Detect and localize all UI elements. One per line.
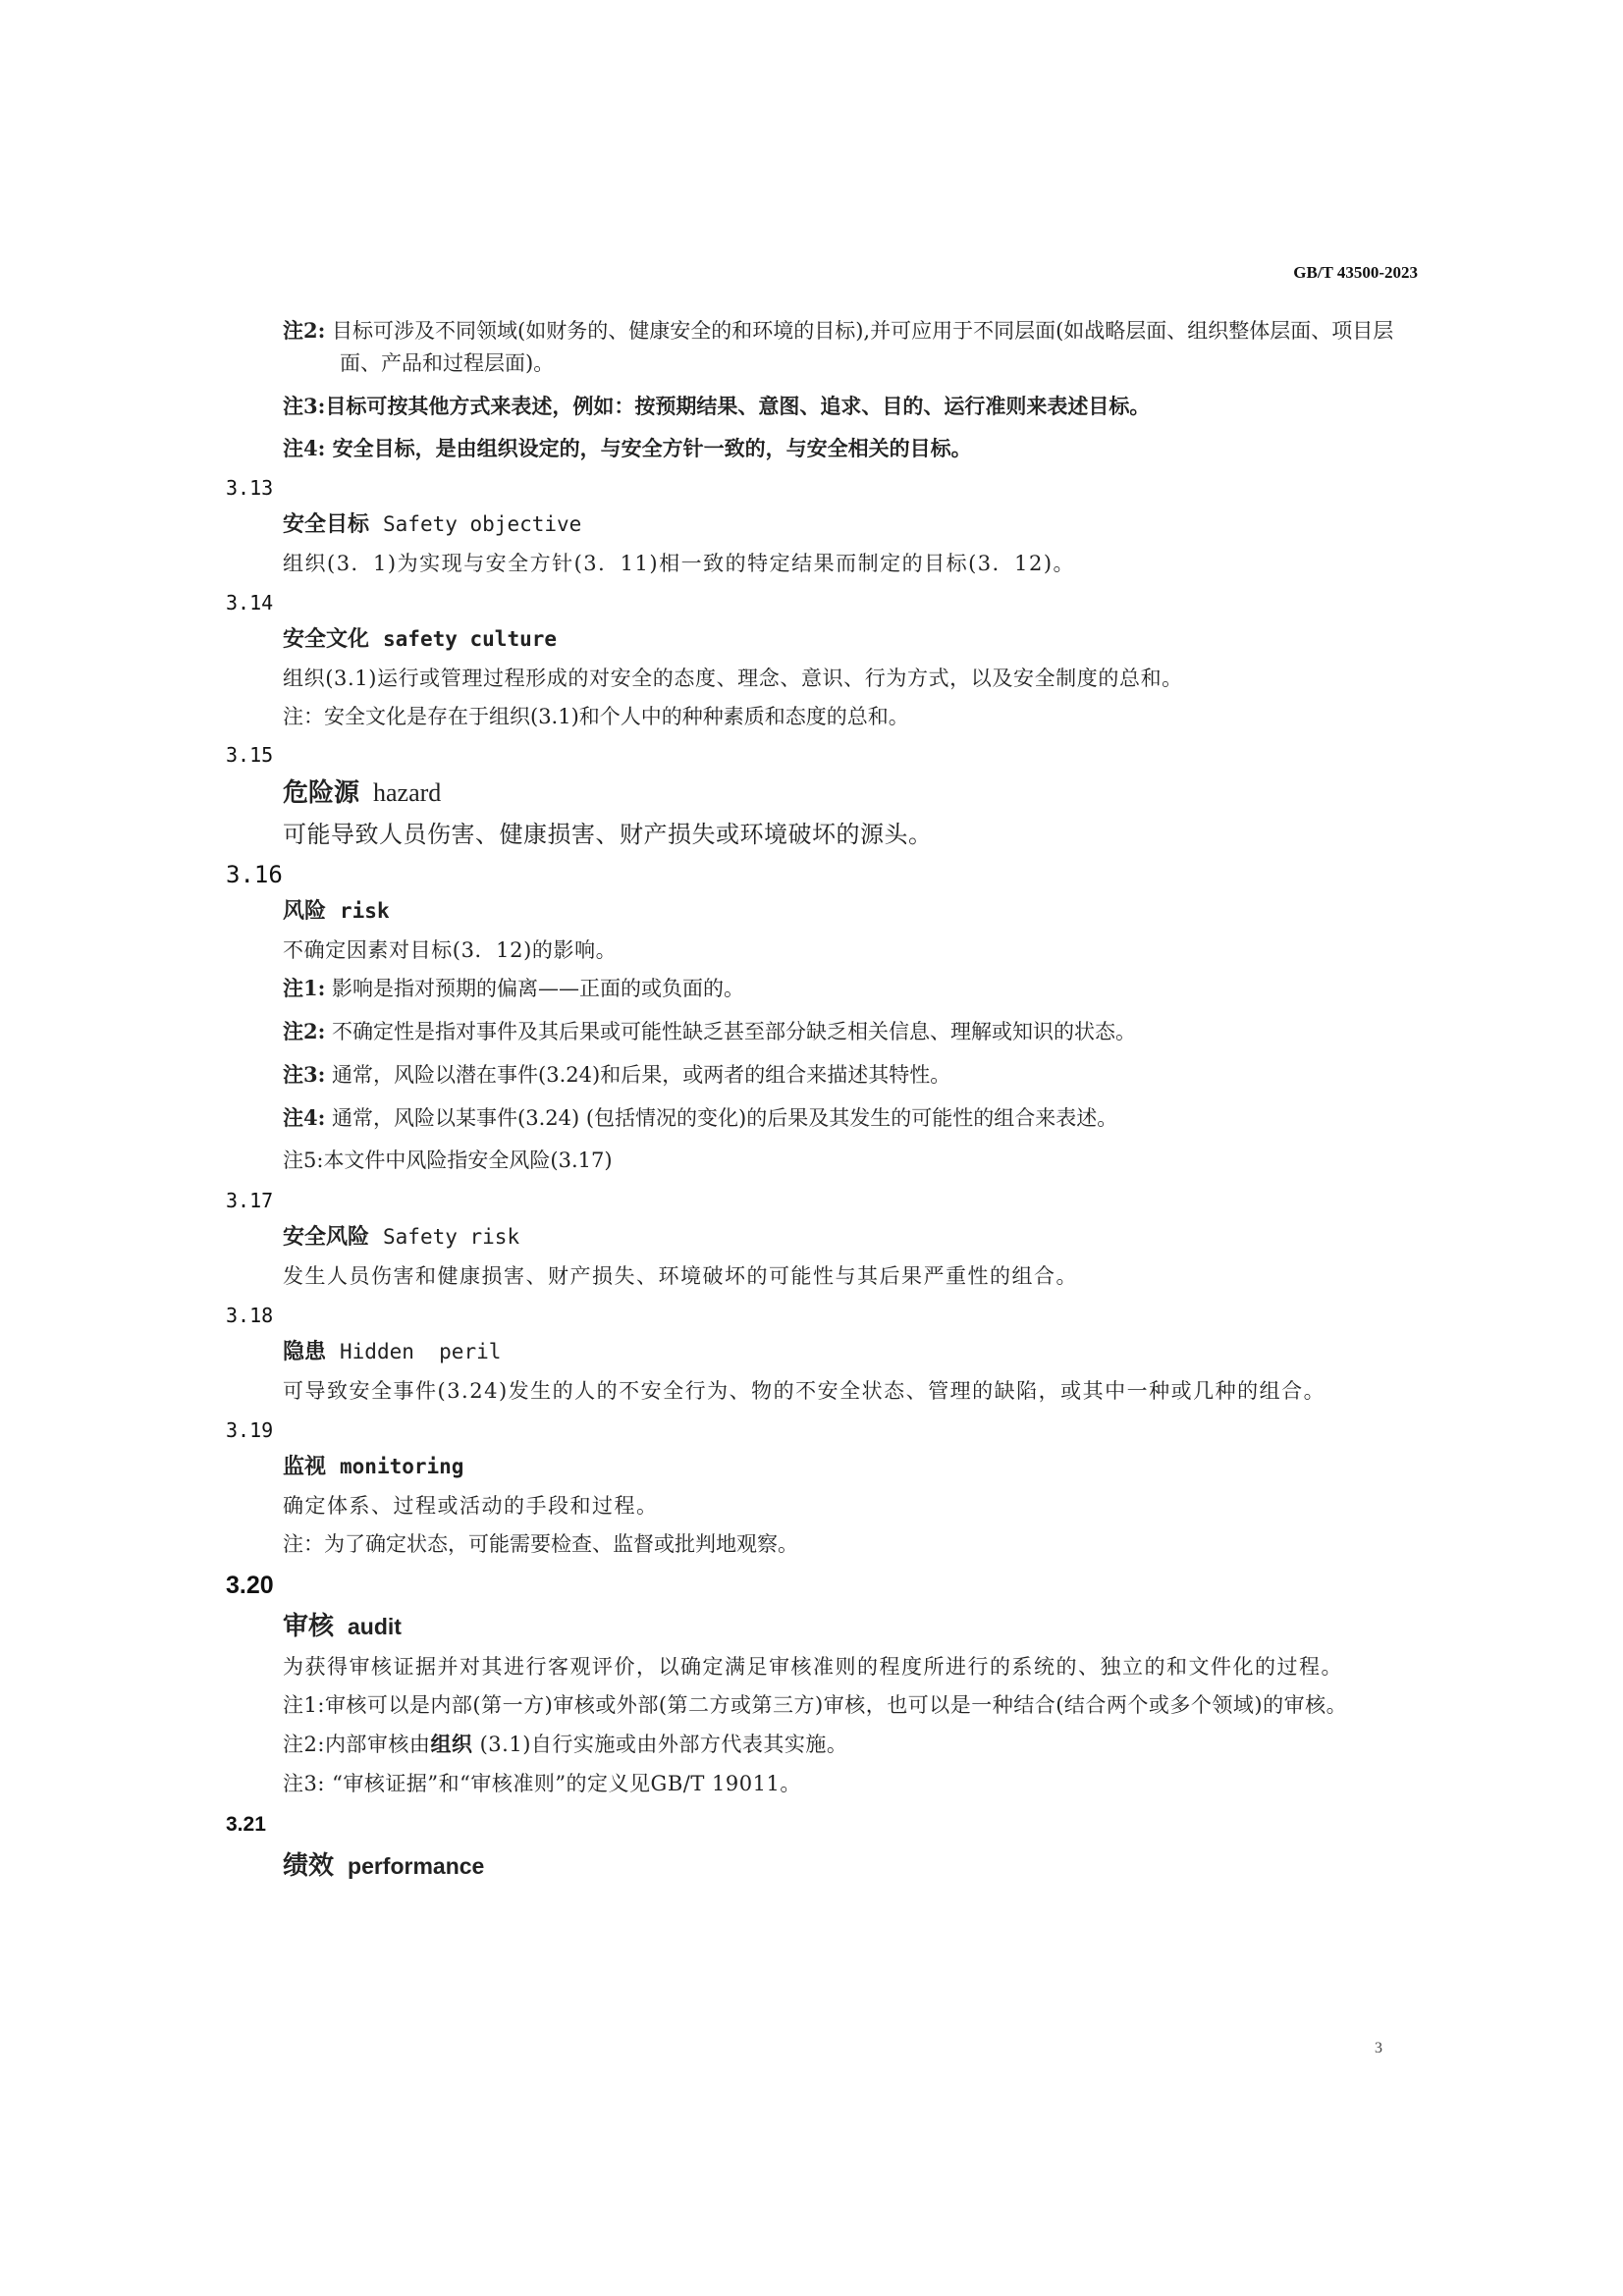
note-1-audit xyxy=(283,1688,1429,1722)
note-text: 安全目标，是由组织设定的，与安全方针一致的，与安全相关的目标。 xyxy=(325,436,972,460)
note-text: 目标可按其他方式来表述，例如：按预期结果、意图、追求、目的、运行准则来表述目标。 xyxy=(325,394,1151,418)
note-text: 目标可涉及不同领域(如财务的、健康安全的和环境的目标),并可应用于不同层面(如战略层面、组织整体层面、项目层面、产品和过程层面)。 xyxy=(325,319,1394,375)
term-en: hazard xyxy=(373,778,442,807)
term-3-15 xyxy=(283,774,1429,812)
document-body xyxy=(226,314,1429,1889)
term-en: performance xyxy=(348,1853,485,1879)
definition-3-19: 确定体系、过程或活动的手段和过程。 xyxy=(283,1494,659,1518)
note-prefix: 注4: xyxy=(283,1105,326,1130)
note-prefix: 注1: xyxy=(283,976,326,1000)
note-prefix: 注2: xyxy=(283,318,326,343)
term-3-19 xyxy=(283,1450,1429,1484)
term-en: audit xyxy=(348,1614,402,1639)
clause-number-3-21: 3.21 xyxy=(226,1813,266,1836)
term-zh: 绩效 xyxy=(283,1851,335,1881)
note-prefix: 注5: xyxy=(283,1148,324,1172)
note-2-objective xyxy=(283,314,1429,380)
clause-number-3-17: 3.17 xyxy=(226,1189,274,1212)
note-text: 影响是指对预期的偏离——正面的或负面的。 xyxy=(325,977,745,1000)
definition-3-15: 可能导致人员伤害、健康损害、财产损失或环境破坏的源头。 xyxy=(283,821,933,848)
note-3-risk xyxy=(283,1058,1429,1092)
note-3-audit xyxy=(283,1767,1429,1800)
term-zh: 安全文化 xyxy=(283,626,370,652)
note-text: 通常，风险以潜在事件(3.24)和后果，或两者的组合来描述其特性。 xyxy=(325,1063,951,1087)
term-en: risk xyxy=(340,899,390,923)
standard-code: GB/T 43500-2023 xyxy=(1293,263,1418,282)
page-number: 3 xyxy=(1375,2040,1382,2056)
definition-3-16: 不确定因素对目标(3．12)的影响。 xyxy=(283,938,618,962)
note-3-14: 注：安全文化是存在于组织(3.1)和个人中的种种素质和态度的总和。 xyxy=(283,705,909,728)
note-5-risk xyxy=(283,1145,1429,1177)
definition-3-13: 组织(3．1)为实现与安全方针(3．11)相一致的特定结果而制定的目标(3．12)。 xyxy=(283,552,1076,575)
term-en: safety culture xyxy=(383,627,558,651)
clause-number-3-15: 3.15 xyxy=(226,743,274,767)
note-prefix: 注3: xyxy=(283,1772,325,1795)
note-text: 审核可以是内部(第一方)审核或外部(第二方或第三方)审核，也可以是一种结合(结合两个或多个领域)的审核。 xyxy=(324,1693,1348,1717)
note-text: 通常，风险以某事件(3.24) (包括情况的变化)的后果及其发生的可能性的组合来表述。 xyxy=(325,1106,1118,1130)
note-text-after: (3.1)自行实施或由外部方代表其实施。 xyxy=(472,1733,848,1756)
term-zh: 安全风险 xyxy=(283,1224,370,1250)
note-3-19: 注：为了确定状态，可能需要检查、监督或批判地观察。 xyxy=(283,1532,798,1556)
note-4-objective xyxy=(283,432,1429,464)
definition-3-20: 为获得审核证据并对其进行客观评价，以确定满足审核准则的程度所进行的系统的、独立的和文件化的过程。 xyxy=(283,1655,1343,1679)
term-en: monitoring xyxy=(340,1455,464,1478)
term-en: Safety objective xyxy=(383,512,582,536)
term-zh: 安全目标 xyxy=(283,511,370,537)
note-text: 不确定性是指对事件及其后果或可能性缺乏甚至部分缺乏相关信息、理解或知识的状态。 xyxy=(325,1020,1137,1043)
clause-number-3-13: 3.13 xyxy=(226,476,274,500)
note-prefix: 注2: xyxy=(283,1019,326,1043)
note-text: “审核证据”和“审核准则”的定义见GB/T 19011。 xyxy=(324,1772,801,1795)
term-zh: 危险源 xyxy=(283,778,360,808)
clause-number-3-19: 3.19 xyxy=(226,1418,274,1442)
term-3-20 xyxy=(283,1608,1429,1645)
term-3-18 xyxy=(283,1335,1429,1369)
note-bold-term: 组织 xyxy=(430,1732,473,1756)
term-zh: 隐患 xyxy=(283,1339,327,1364)
definition-3-17: 发生人员伤害和健康损害、财产损失、环境破坏的可能性与其后果严重性的组合。 xyxy=(283,1264,1078,1288)
term-3-14 xyxy=(283,622,1429,657)
definition-3-18: 可导致安全事件(3.24)发生的人的不安全行为、物的不安全状态、管理的缺陷，或其中一种或几种的组合。 xyxy=(283,1379,1326,1403)
term-3-16 xyxy=(283,894,1429,929)
clause-number-3-18: 3.18 xyxy=(226,1304,274,1327)
term-en: Safety risk xyxy=(383,1225,520,1249)
note-text: 本文件中风险指安全风险(3.17) xyxy=(323,1148,613,1172)
clause-number-3-14: 3.14 xyxy=(226,591,274,614)
term-zh: 监视 xyxy=(283,1454,327,1479)
note-4-risk xyxy=(283,1101,1429,1135)
clause-number-3-16: 3.16 xyxy=(226,861,283,888)
note-1-risk xyxy=(283,972,1429,1005)
term-zh: 风险 xyxy=(283,898,327,924)
note-prefix: 注3: xyxy=(283,1062,326,1087)
term-3-13 xyxy=(283,507,1429,542)
note-3-objective xyxy=(283,390,1429,422)
note-text-before: 内部审核由 xyxy=(324,1733,431,1756)
note-2-risk xyxy=(283,1015,1429,1048)
note-prefix: 注2: xyxy=(283,1733,325,1756)
note-2-audit xyxy=(283,1728,1429,1761)
term-zh: 审核 xyxy=(283,1612,335,1641)
clause-number-3-20: 3.20 xyxy=(226,1572,274,1599)
term-en: Hidden peril xyxy=(340,1340,502,1363)
definition-3-14: 组织(3.1)运行或管理过程形成的对安全的态度、理念、意识、行为方式，以及安全制度的总和。 xyxy=(283,667,1183,690)
note-prefix: 注3: xyxy=(283,394,326,418)
note-prefix: 注1: xyxy=(283,1693,325,1717)
term-3-21 xyxy=(283,1847,1429,1885)
term-3-17 xyxy=(283,1220,1429,1255)
note-prefix: 注4: xyxy=(283,436,326,460)
